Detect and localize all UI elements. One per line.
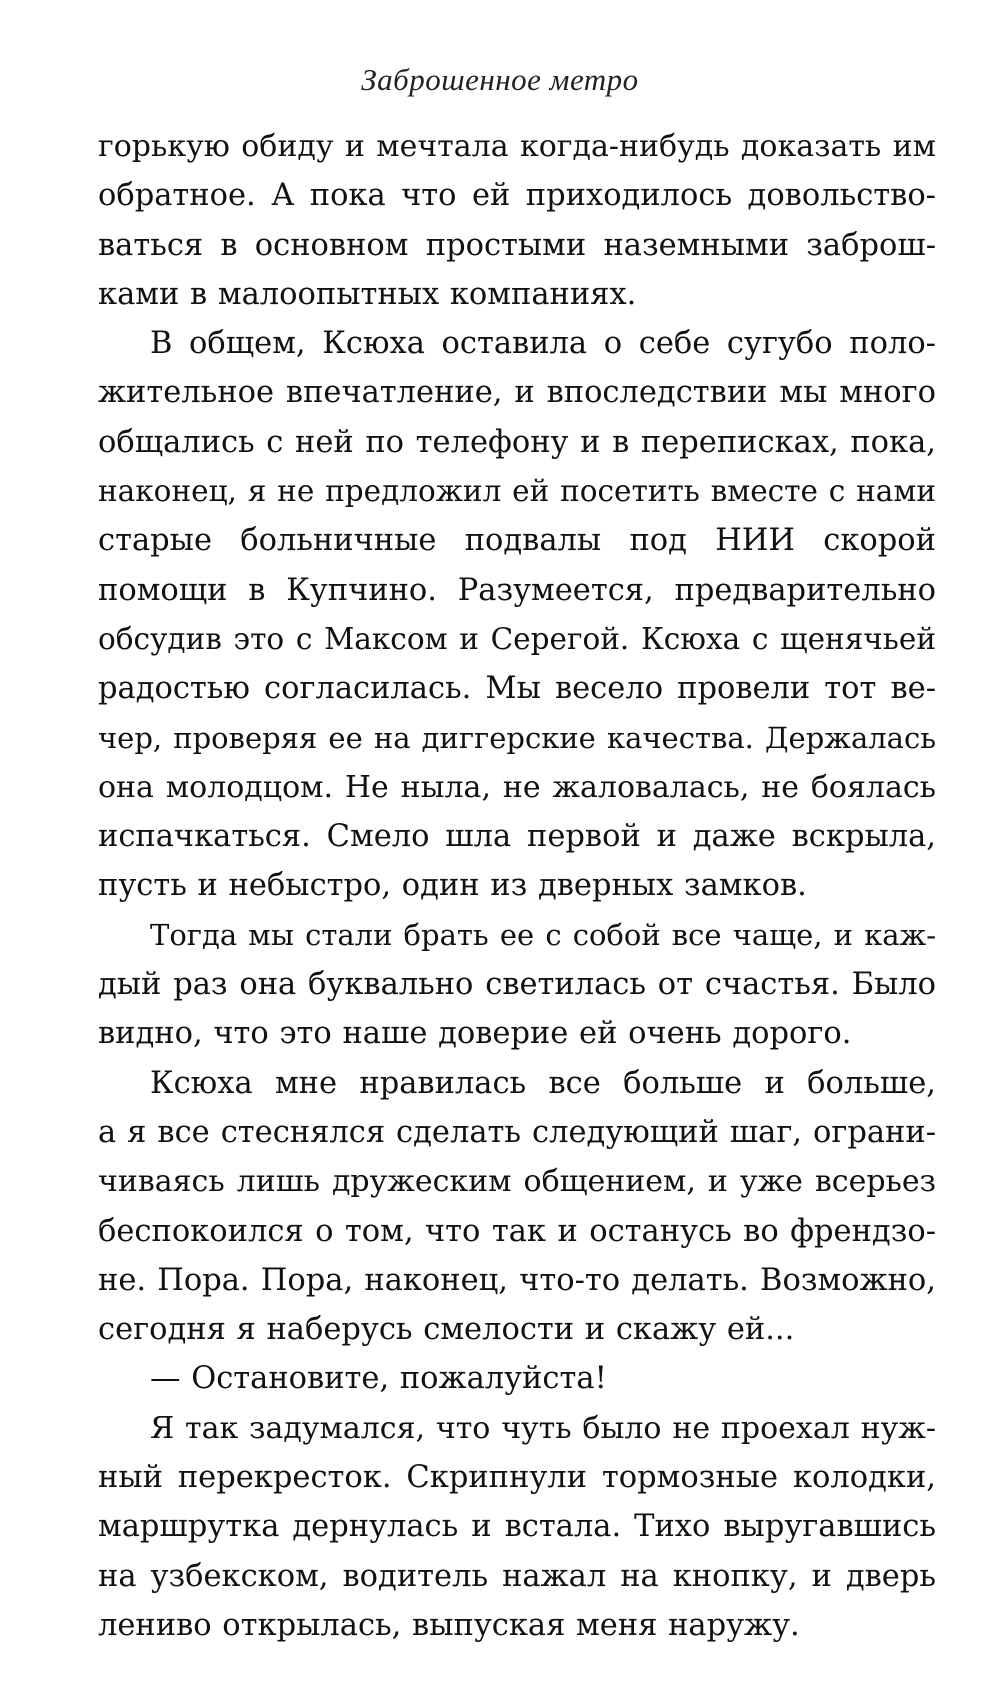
text-line: Ксюха мне нравилась все больше и больше, [150, 1065, 936, 1101]
text-line: чер, проверяя ее на диггерские качества. Держалась [98, 720, 936, 755]
text-line: наконец, я не предложил ей посетить вместе с нами [98, 474, 936, 509]
text-line: пусть и небыстро, один из дверных замков. [98, 868, 807, 904]
text-line: беспокоился о том, что так и останусь во френдзо- [98, 1213, 936, 1249]
text-line: помощи в Купчино. Разумеется, предварительно [98, 572, 936, 608]
text-line: лениво открылась, выпуская меня наружу. [98, 1607, 800, 1643]
text-line: на узбекском, водитель нажал на кнопку, и дверь [98, 1558, 936, 1594]
text-line: В общем, Ксюха оставила о себе сугубо поло- [150, 326, 936, 362]
text-line: не. Пора. Пора, наконец, что-то делать. Возможно, [98, 1262, 936, 1298]
text-line: маршрутка дернулась и встала. Тихо выругавшись [98, 1509, 936, 1545]
text-line: видно, что это наше доверие ей очень дорого. [98, 1016, 852, 1052]
body-text [98, 122, 936, 1650]
running-head: Заброшенное метро [361, 62, 639, 97]
text-line: Я так задумался, что чуть было не проехал нуж- [150, 1410, 936, 1446]
text-line: Тогда мы стали брать ее с собой все чаще, и каж- [150, 917, 936, 952]
text-line: старые больничные подвалы под НИИ скорой [98, 523, 936, 559]
text-line: ный перекресток. Скрипнули тормозные колодки, [98, 1460, 936, 1496]
text-line: общались с ней по телефону и в переписках, пока, [98, 424, 936, 460]
text-line: жительное впечатление, и впоследствии мы много [98, 375, 936, 411]
text-line: сегодня я наберусь смелости и скажу ей... [98, 1312, 795, 1348]
text-line: дый раз она буквально светилась от счастья. Было [98, 967, 936, 1003]
text-line: горькую обиду и мечтала когда-нибудь доказать им [98, 129, 936, 164]
text-line: ками в малоопытных компаниях. [98, 276, 637, 312]
text-line: испачкаться. Смело шла первой и даже вскрыла, [98, 819, 936, 855]
text-line: она молодцом. Не ныла, не жаловалась, не боялась [98, 769, 936, 805]
text-line: радостью согласилась. Мы весело провели тот ве- [98, 671, 936, 707]
text-line: обсудив это с Максом и Серегой. Ксюха с щенячьей [98, 621, 936, 656]
text-line: ваться в основном простыми наземными заброш- [98, 227, 936, 263]
text-line: — Остановите, пожалуйста! [150, 1361, 607, 1397]
text-line: чиваясь лишь дружеским общением, и уже всерьез [98, 1164, 936, 1200]
text-line: а я все стеснялся сделать следующий шаг, ограни- [98, 1114, 936, 1150]
text-line: обратное. А пока что ей приходилось довольство- [98, 178, 936, 214]
